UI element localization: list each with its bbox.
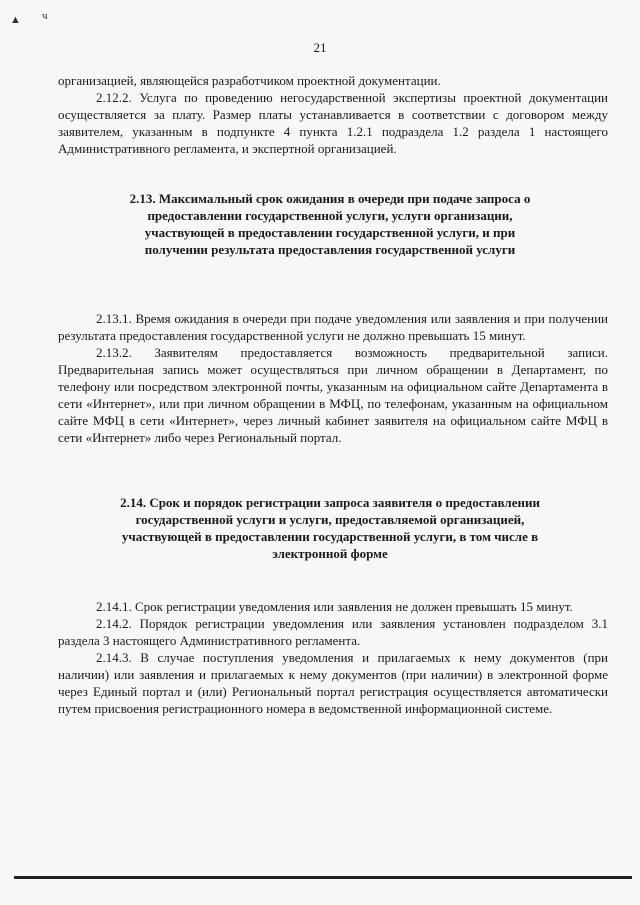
paragraph-2-14-3: 2.14.3. В случае поступления уведомления и прилагаемых к нему документов (при наличии) или заявления и прилагаемых к нему документов (при наличии) в электронной форме через Единый портал и (или) Региональный портал регистрация осуществляется автоматически путем присвоения регистрационного номера в ведомственной информационной системе. bbox=[58, 650, 608, 716]
paragraph-2-13-1: 2.13.1. Время ожидания в очереди при подаче уведомления или заявления и при получении результата предоставления государственной услуги не должно превышать 15 минут. bbox=[58, 311, 608, 343]
intro-continuation: организацией, являющейся разработчиком проектной документации. bbox=[58, 73, 441, 88]
page-number: 21 bbox=[313, 40, 327, 55]
section-2-14-body bbox=[58, 598, 608, 717]
paragraph-2-14-1: 2.14.1. Срок регистрации уведомления или заявления не должен превышать 15 минут. bbox=[96, 599, 573, 614]
paragraph-2-13-2: 2.13.2. Заявителям предоставляется возможность предварительной записи. Предварительная запись может осуществляться при личном обращении в Департамент, по телефону или посредством электронной почты, указанным на официальном сайте Департамента в сети «Интернет», или при личном обращении в МФЦ, по телефонам, указанным на официальном сайте МФЦ в сети «Интернет», через личный кабинет заявителя на официальном сайте МФЦ в сети «Интернет» либо через Региональный портал. bbox=[58, 345, 608, 445]
section-2-13-body bbox=[58, 310, 608, 446]
section-heading-2-14: 2.14. Срок и порядок регистрации запроса заявителя о предоставлении государственной услуги и услуги, предоставляемой организацией, участвующей в предоставлении государственной услуги, в том числе в электронной форме bbox=[120, 495, 540, 561]
corner-mark-right: ч bbox=[42, 10, 48, 22]
section-heading-2-13: 2.13. Максимальный срок ожидания в очереди при подаче запроса о предоставлении государственной услуги, услуги организации, участвующей в предоставлении государственной услуги, и при получении результата предоставления государственной услуги bbox=[129, 191, 531, 257]
bottom-rule bbox=[14, 876, 632, 879]
corner-mark-left: ▲ bbox=[10, 14, 21, 26]
intro-block bbox=[58, 72, 608, 157]
paragraph-2-12-2: 2.12.2. Услуга по проведению негосударственной экспертизы проектной документации осуществляется за плату. Размер платы устанавливается в соответствии с договором между заявителем, указанным в подпункте 4 пункта 1.2.1 подраздела 1.2 раздела 1 настоящего Административного регламента, и экспертной организацией. bbox=[58, 90, 608, 156]
paragraph-2-14-2: 2.14.2. Порядок регистрации уведомления или заявления установлен подразделом 3.1 раздела 3 настоящего Административного регламента. bbox=[58, 616, 608, 648]
